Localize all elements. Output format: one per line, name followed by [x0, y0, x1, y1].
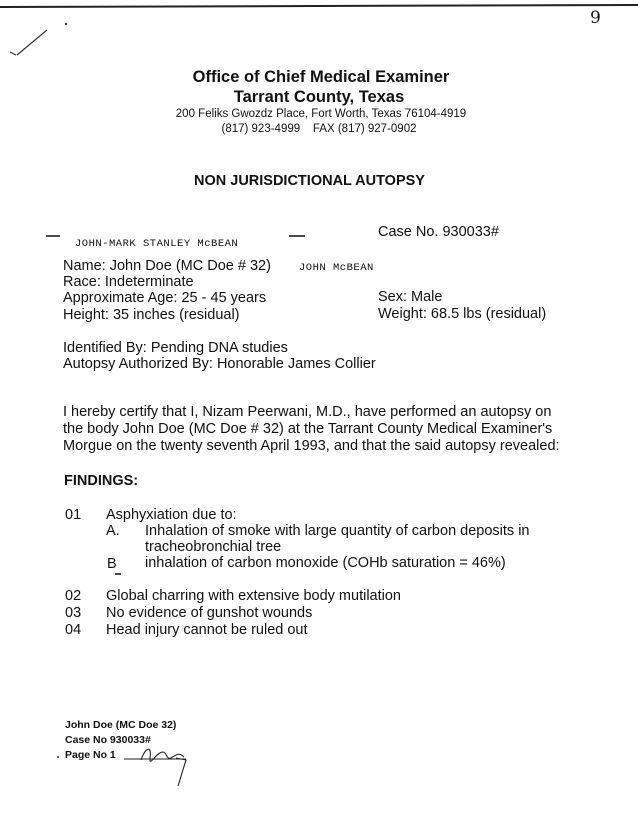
finding-02-text: Global charring with extensive body mutilation — [106, 588, 401, 604]
top-border-line — [0, 5, 638, 7]
finding-01-a-line-2: tracheobronchial tree — [145, 539, 282, 555]
finding-04-text: Head injury cannot be ruled out — [106, 622, 308, 638]
footer-stray-dot — [57, 756, 59, 758]
footer-page-number: Page No 1 — [65, 749, 116, 761]
decedent-age: Approximate Age: 25 - 45 years — [63, 290, 267, 306]
decedent-race: Race: Indeterminate — [63, 274, 194, 290]
typed-full-name: JOHN-MARK STANLEY McBEAN — [75, 238, 239, 250]
finding-01-a-line-1: Inhalation of smoke with large quantity of carbon deposits in — [145, 523, 530, 539]
decedent-name: Name: John Doe (MC Doe # 32) — [63, 258, 271, 274]
finding-01-a-letter: A. — [106, 523, 120, 539]
finding-04-number: 04 — [65, 622, 82, 638]
finding-01-b-letter: B — [107, 556, 117, 572]
authorized-by: Autopsy Authorized By: Honorable James Collier — [63, 356, 376, 372]
finding-01-text: Asphyxiation due to: — [106, 507, 237, 523]
finding-03-number: 03 — [65, 605, 82, 621]
identified-by: Identified By: Pending DNA studies — [63, 340, 288, 356]
letterhead-office: Office of Chief Medical Examiner — [192, 68, 450, 86]
decedent-height: Height: 35 inches (residual) — [63, 307, 240, 323]
certification-line-2: the body John Doe (MC Doe # 32) at the Tarrant County Medical Examiner's — [63, 421, 553, 437]
certification-line-1: I hereby certify that I, Nizam Peerwani, M.D., have performed an autopsy on — [63, 404, 552, 420]
decedent-sex: Sex: Male — [378, 289, 443, 305]
letterhead-address: 200 Feliks Gwozdz Place, Fort Worth, Texas 76104-4919 — [175, 108, 467, 120]
letterhead-county: Tarrant County, Texas — [233, 88, 405, 106]
handwritten-page-number: 9 — [590, 8, 601, 28]
decedent-weight: Weight: 68.5 lbs (residual) — [378, 306, 547, 322]
finding-01-b-text: inhalation of carbon monoxide (COHb saturation = 46%) — [145, 555, 506, 571]
findings-heading: FINDINGS: — [64, 473, 139, 489]
footer-subject: John Doe (MC Doe 32) — [65, 719, 177, 731]
handwritten-checkmark — [10, 30, 47, 55]
document-title: NON JURISDICTIONAL AUTOPSY — [194, 173, 425, 189]
case-number: Case No. 930033# — [378, 224, 499, 240]
finding-02-number: 02 — [65, 588, 82, 604]
finding-03-text: No evidence of gunshot wounds — [106, 605, 313, 621]
letterhead-phone-fax: (817) 923-4999 FAX (817) 927-0902 — [221, 123, 417, 135]
certification-line-3: Morgue on the twenty seventh April 1993, and that the said autopsy revealed: — [63, 438, 560, 454]
stray-dot — [65, 23, 67, 25]
footer-case-number: Case No 930033# — [65, 734, 151, 746]
finding-01-number: 01 — [65, 507, 82, 523]
signature — [141, 749, 186, 786]
typed-name: JOHN McBEAN — [299, 262, 374, 274]
